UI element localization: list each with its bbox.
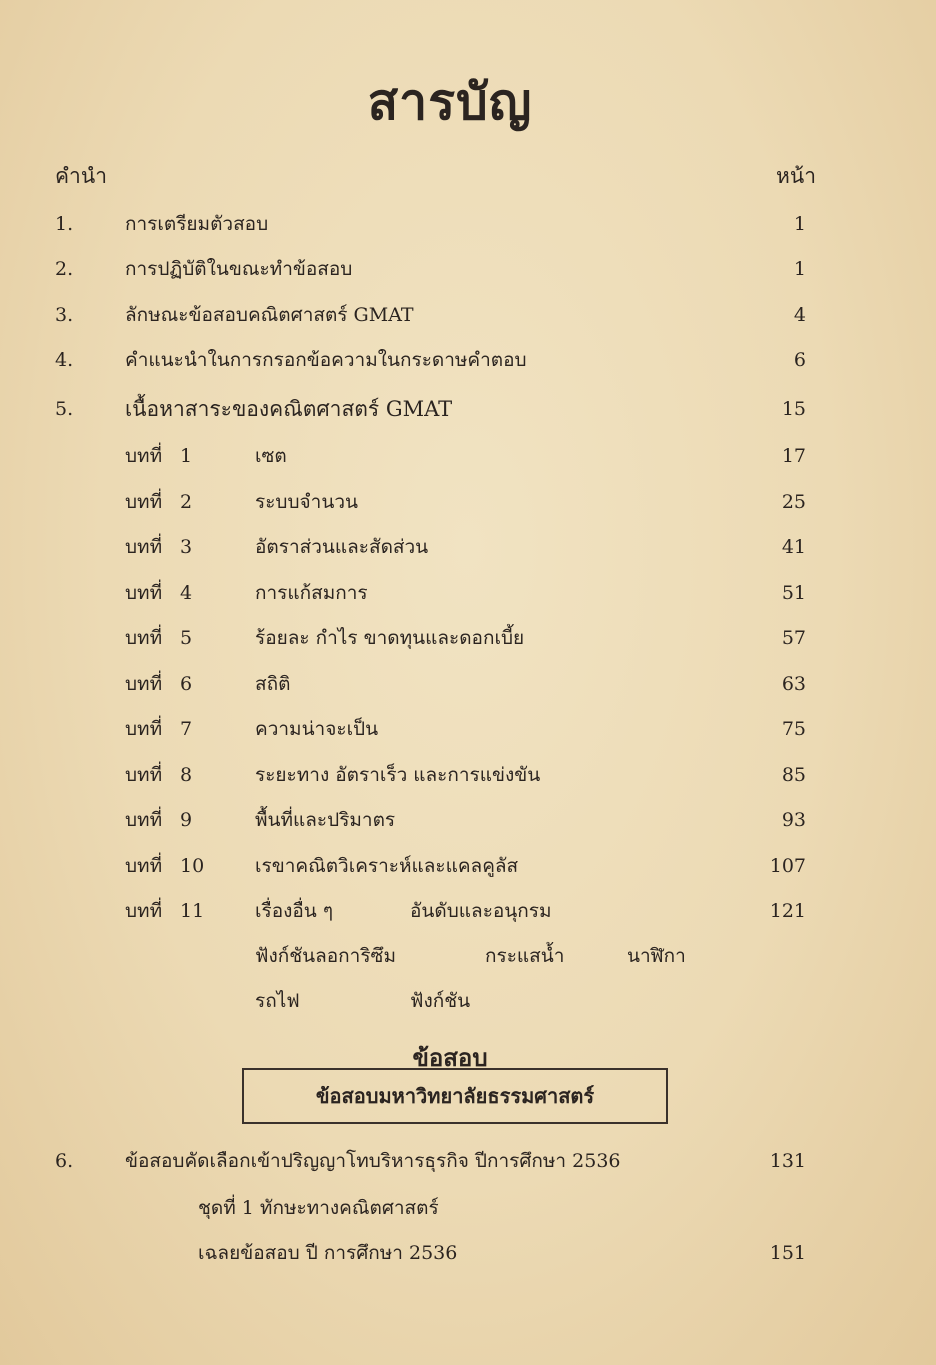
chapter-label: บทที่ (125, 536, 163, 558)
page-title: สารบัญ (367, 72, 533, 131)
chapter-page: 63 (781, 672, 806, 695)
exam-box: ข้อสอบมหาวิทยาลัยธรรมศาสตร์ (242, 1068, 668, 1124)
chapter-label: บทที่ (125, 718, 163, 740)
chapter-label: บทที่ (125, 490, 163, 513)
section-page: 6 (793, 349, 806, 371)
chapter-number: 10 (180, 854, 205, 877)
chapter-number: 7 (180, 718, 193, 740)
section-number: 5. (55, 398, 74, 420)
section-number: 6. (55, 1150, 74, 1172)
chapter-title: การแก้สมการ (255, 581, 368, 604)
chapter-topic: ฟังก์ชัน (410, 990, 471, 1012)
chapter-title: สถิติ (255, 672, 291, 695)
chapter-page: 121 (769, 900, 806, 922)
chapter-label: บทที่ (125, 900, 163, 922)
section-title: คำแนะนำในการกรอกข้อความในกระดาษคำตอบ (125, 349, 527, 371)
chapter-title: เซต (255, 445, 287, 467)
section-number: 3. (55, 304, 74, 326)
chapter-number: 5 (180, 627, 193, 649)
section-page: 15 (781, 398, 806, 420)
chapter-topic: นาฬิกา (627, 945, 686, 967)
chapter-number: 8 (180, 763, 193, 786)
chapter-title: พื้นที่และปริมาตร (255, 809, 396, 831)
chapter-topic: อันดับและอนุกรม (410, 900, 552, 922)
chapter-title: เรขาคณิตวิเคราะห์และแคลคูลัส (255, 854, 519, 877)
chapter-title: ความน่าจะเป็น (255, 718, 379, 740)
chapter-page: 17 (781, 445, 806, 467)
chapter-label: บทที่ (125, 627, 163, 649)
chapter-label: บทที่ (125, 763, 163, 786)
chapter-page: 75 (781, 718, 806, 740)
exam-answers: เฉลยข้อสอบ ปี การศึกษา 2536 (198, 1242, 458, 1264)
chapter-number: 11 (180, 900, 205, 922)
section-title: เนื้อหาสาระของคณิตศาสตร์ GMAT (125, 397, 453, 421)
chapter-number: 6 (180, 672, 193, 695)
section-title: ลักษณะข้อสอบคณิตศาสตร์ GMAT (125, 304, 414, 326)
chapter-topic: กระแสน้ำ (485, 945, 565, 967)
section-number: 1. (55, 213, 74, 235)
chapter-page: 41 (781, 536, 806, 558)
section-title: ข้อสอบคัดเลือกเข้าปริญญาโทบริหารธุรกิจ ปีการศึกษา 2536 (125, 1150, 621, 1172)
section-title: การปฏิบัติในขณะทำข้อสอบ (125, 258, 353, 280)
chapter-label: บทที่ (125, 854, 163, 877)
chapter-number: 3 (180, 536, 193, 558)
section-page: 1 (793, 213, 806, 235)
chapter-topic: รถไฟ (255, 990, 300, 1012)
exam-set: ชุดที่ 1 ทักษะทางคณิตศาสตร์ (198, 1197, 439, 1219)
exam-heading: ข้อสอบ (412, 1043, 488, 1072)
chapter-label: บทที่ (125, 445, 163, 467)
chapter-number: 1 (180, 445, 193, 467)
header-preface: คำนำ (55, 164, 107, 188)
chapter-title: ระยะทาง อัตราเร็ว และการแข่งขัน (255, 763, 541, 786)
exam-answers-page: 151 (769, 1242, 806, 1264)
section-number: 4. (55, 349, 74, 371)
chapter-number: 4 (180, 581, 193, 604)
section-page: 1 (793, 258, 806, 280)
chapter-page: 51 (781, 581, 806, 604)
chapter-number: 2 (180, 490, 193, 513)
chapter-title: ร้อยละ กำไร ขาดทุนและดอกเบี้ย (255, 627, 525, 649)
section-page: 4 (793, 304, 806, 326)
header-page: หน้า (776, 164, 816, 188)
section-page: 131 (769, 1150, 806, 1172)
chapter-page: 93 (781, 809, 806, 831)
chapter-page: 25 (781, 490, 806, 513)
chapter-number: 9 (180, 809, 193, 831)
chapter-page: 85 (781, 763, 806, 786)
chapter-title: อัตราส่วนและสัดส่วน (255, 536, 429, 558)
chapter-page: 57 (781, 627, 806, 649)
chapter-title: ระบบจำนวน (255, 490, 358, 513)
chapter-title: เรื่องอื่น ๆ (255, 900, 334, 922)
section-number: 2. (55, 258, 74, 280)
chapter-label: บทที่ (125, 581, 163, 604)
chapter-topic: ฟังก์ชันลอการิซึม (255, 945, 396, 967)
section-title: การเตรียมตัวสอบ (125, 213, 269, 235)
chapter-label: บทที่ (125, 809, 163, 831)
chapter-label: บทที่ (125, 672, 163, 695)
chapter-page: 107 (769, 854, 806, 877)
